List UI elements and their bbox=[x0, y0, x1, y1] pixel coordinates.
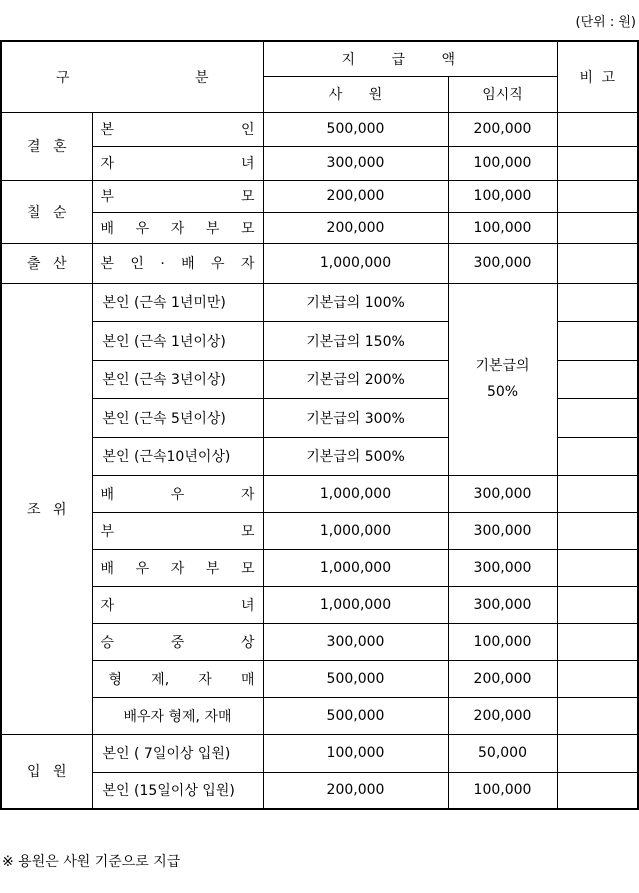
item-cell: 자 녀 bbox=[92, 146, 263, 180]
remarks-cell bbox=[557, 734, 638, 772]
emp-amount: 200,000 bbox=[263, 772, 448, 809]
temp-amount: 300,000 bbox=[448, 549, 557, 586]
group-condolence: 조 위 bbox=[1, 283, 92, 734]
temp-merged-line2: 50% bbox=[486, 384, 519, 400]
emp-amount: 기본급의 100% bbox=[263, 283, 448, 321]
item-cell: 본인 (근속 5년이상) bbox=[92, 398, 263, 437]
item-cell: 본인 (근속 3년이상) bbox=[92, 360, 263, 398]
temp-amount: 100,000 bbox=[448, 146, 557, 180]
remarks-cell bbox=[557, 512, 638, 549]
emp-amount: 100,000 bbox=[263, 734, 448, 772]
emp-amount: 기본급의 500% bbox=[263, 437, 448, 475]
emp-amount: 기본급의 150% bbox=[263, 321, 448, 360]
temp-amount: 50,000 bbox=[448, 734, 557, 772]
item-cell: 자 녀 bbox=[92, 586, 263, 623]
remarks-cell bbox=[557, 475, 638, 512]
emp-amount: 500,000 bbox=[263, 112, 448, 146]
emp-amount: 200,000 bbox=[263, 180, 448, 212]
remarks-cell bbox=[557, 180, 638, 212]
group-marriage: 결 혼 bbox=[1, 112, 92, 180]
emp-amount: 1,000,000 bbox=[263, 243, 448, 283]
remarks-cell bbox=[557, 212, 638, 243]
item-cell: 부 모 bbox=[92, 512, 263, 549]
header-category: 구 분 bbox=[1, 41, 263, 112]
remarks-cell bbox=[557, 360, 638, 398]
temp-amount: 100,000 bbox=[448, 772, 557, 809]
temp-amount: 100,000 bbox=[448, 623, 557, 660]
item-cell: 배 우 자 bbox=[92, 475, 263, 512]
emp-amount: 1,000,000 bbox=[263, 549, 448, 586]
item-cell: 본인 (15일이상 입원) bbox=[92, 772, 263, 809]
item-cell: 형 제, 자 매 bbox=[92, 660, 263, 697]
remarks-cell bbox=[557, 623, 638, 660]
footnote: ※ 용원은 사원 기준으로 지급 bbox=[2, 854, 181, 870]
remarks-cell bbox=[557, 437, 638, 475]
remarks-cell bbox=[557, 697, 638, 734]
temp-amount: 200,000 bbox=[448, 697, 557, 734]
header-amount bbox=[263, 41, 557, 76]
item-cell: 배 우 자 부 모 bbox=[92, 549, 263, 586]
item-cell: 본인 (근속 1년미만) bbox=[92, 283, 263, 321]
remarks-cell bbox=[557, 549, 638, 586]
item-cell: 본인 (근속 1년이상) bbox=[92, 321, 263, 360]
group-birth: 출 산 bbox=[1, 243, 92, 283]
header-employee: 사 원 bbox=[263, 76, 448, 112]
remarks-cell bbox=[557, 398, 638, 437]
emp-amount: 300,000 bbox=[263, 146, 448, 180]
temp-amount: 100,000 bbox=[448, 212, 557, 243]
remarks-cell bbox=[557, 772, 638, 809]
emp-amount: 기본급의 200% bbox=[263, 360, 448, 398]
remarks-cell bbox=[557, 243, 638, 283]
emp-amount: 200,000 bbox=[263, 212, 448, 243]
item-cell: 본인 ( 7일이상 입원) bbox=[92, 734, 263, 772]
item-cell: 본인 (근속10년이상) bbox=[92, 437, 263, 475]
item-cell: 배우자 형제, 자매 bbox=[92, 697, 263, 734]
item-cell: 부 모 bbox=[92, 180, 263, 212]
temp-amount: 200,000 bbox=[448, 112, 557, 146]
emp-amount: 기본급의 300% bbox=[263, 398, 448, 437]
emp-amount: 1,000,000 bbox=[263, 475, 448, 512]
header-amount-text: 지 급 액 bbox=[341, 51, 455, 68]
remarks-cell bbox=[557, 146, 638, 180]
allowance-table bbox=[0, 40, 639, 810]
temp-amount-merged bbox=[448, 283, 557, 475]
header-remarks: 비 고 bbox=[557, 41, 638, 112]
emp-amount: 500,000 bbox=[263, 697, 448, 734]
temp-amount: 100,000 bbox=[448, 180, 557, 212]
remarks-cell bbox=[557, 283, 638, 321]
remarks-cell bbox=[557, 112, 638, 146]
temp-amount: 300,000 bbox=[448, 512, 557, 549]
remarks-cell bbox=[557, 321, 638, 360]
item-cell: 본 인 · 배 우 자 bbox=[92, 243, 263, 283]
unit-note: (단위 : 원) bbox=[575, 15, 636, 30]
header-temp: 임시직 bbox=[448, 76, 557, 112]
remarks-cell bbox=[557, 586, 638, 623]
remarks-cell bbox=[557, 660, 638, 697]
temp-merged-line1: 기본급의 bbox=[475, 358, 530, 374]
temp-amount: 300,000 bbox=[448, 475, 557, 512]
emp-amount: 1,000,000 bbox=[263, 512, 448, 549]
group-seventieth: 칠 순 bbox=[1, 180, 92, 243]
item-cell: 승 중 상 bbox=[92, 623, 263, 660]
group-hospital: 입 원 bbox=[1, 734, 92, 809]
emp-amount: 1,000,000 bbox=[263, 586, 448, 623]
item-cell: 본 인 bbox=[92, 112, 263, 146]
item-cell: 배 우 자 부 모 bbox=[92, 212, 263, 243]
temp-amount: 200,000 bbox=[448, 660, 557, 697]
temp-amount: 300,000 bbox=[448, 586, 557, 623]
temp-amount: 300,000 bbox=[448, 243, 557, 283]
emp-amount: 500,000 bbox=[263, 660, 448, 697]
emp-amount: 300,000 bbox=[263, 623, 448, 660]
